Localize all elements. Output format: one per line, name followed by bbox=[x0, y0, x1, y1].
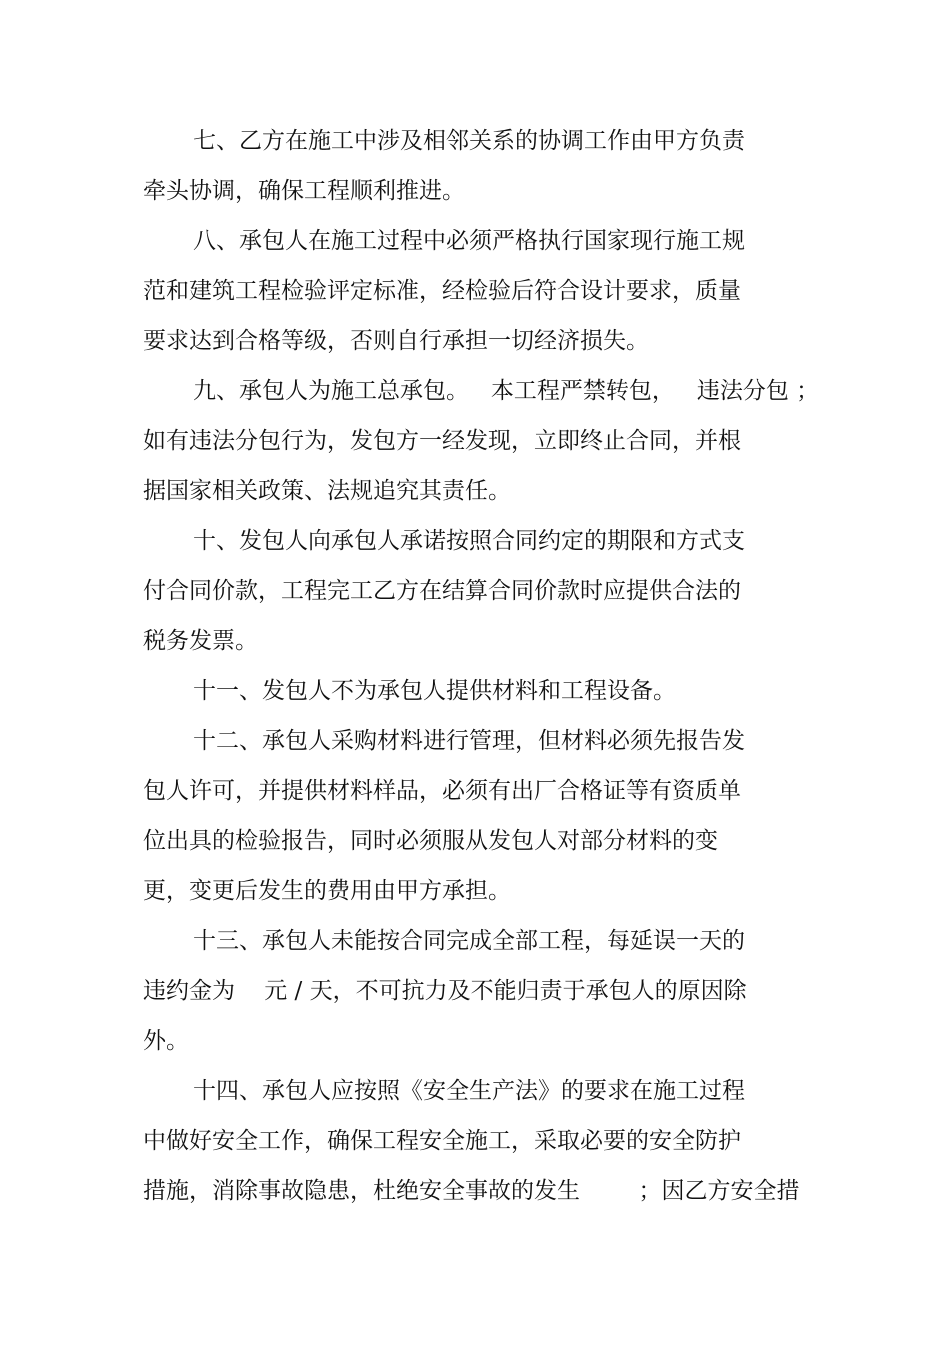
clause-12-line-2: 包人许可，并提供材料样品，必须有出厂合格证等有资质单 bbox=[143, 778, 741, 804]
clause-7-line-1: 七、乙方在施工中涉及相邻关系的协调工作由甲方负责 bbox=[193, 128, 745, 154]
clause-10-line-1: 十、发包人向承包人承诺按照合同约定的期限和方式支 bbox=[193, 528, 745, 554]
clause-9-line-1: 九、承包人为施工总承包。 本工程严禁转包， 违法分包 ； bbox=[193, 378, 820, 404]
clause-9-line-3: 据国家相关政策、法规追究其责任。 bbox=[143, 478, 511, 504]
clause-12-line-4: 更，变更后发生的费用由甲方承担。 bbox=[143, 878, 511, 904]
clause-11-line-1: 十一、发包人不为承包人提供材料和工程设备。 bbox=[193, 678, 676, 704]
clause-12-line-1: 十二、承包人采购材料进行管理，但材料必须先报告发 bbox=[193, 728, 745, 754]
clause-10-line-2: 付合同价款，工程完工乙方在结算合同价款时应提供合法的 bbox=[143, 578, 741, 604]
clause-13-line-2: 违约金为 元 / 天，不可抗力及不能归责于承包人的原因除 bbox=[143, 978, 747, 1004]
clause-8-line-1: 八、承包人在施工过程中必须严格执行国家现行施工规 bbox=[193, 228, 745, 254]
clause-10-line-3: 税务发票。 bbox=[143, 628, 258, 654]
clause-14-line-1: 十四、承包人应按照《安全生产法》的要求在施工过程 bbox=[193, 1078, 745, 1104]
clause-8-line-2: 范和建筑工程检验评定标准，经检验后符合设计要求，质量 bbox=[143, 278, 741, 304]
clause-14-line-2: 中做好安全工作，确保工程安全施工，采取必要的安全防护 bbox=[143, 1128, 741, 1154]
clause-12-line-3: 位出具的检验报告，同时必须服从发包人对部分材料的变 bbox=[143, 828, 718, 854]
clause-9-line-2: 如有违法分包行为，发包方一经发现，立即终止合同，并根 bbox=[143, 428, 741, 454]
clause-7-line-2: 牵头协调，确保工程顺利推进。 bbox=[143, 178, 465, 204]
clause-13-line-1: 十三、承包人未能按合同完成全部工程，每延误一天的 bbox=[193, 928, 745, 954]
clause-13-line-3: 外。 bbox=[143, 1028, 189, 1054]
clause-14-line-3: 措施，消除事故隐患，杜绝安全事故的发生 ；因乙方安全措 bbox=[143, 1178, 800, 1204]
clause-8-line-3: 要求达到合格等级，否则自行承担一切经济损失。 bbox=[143, 328, 649, 354]
